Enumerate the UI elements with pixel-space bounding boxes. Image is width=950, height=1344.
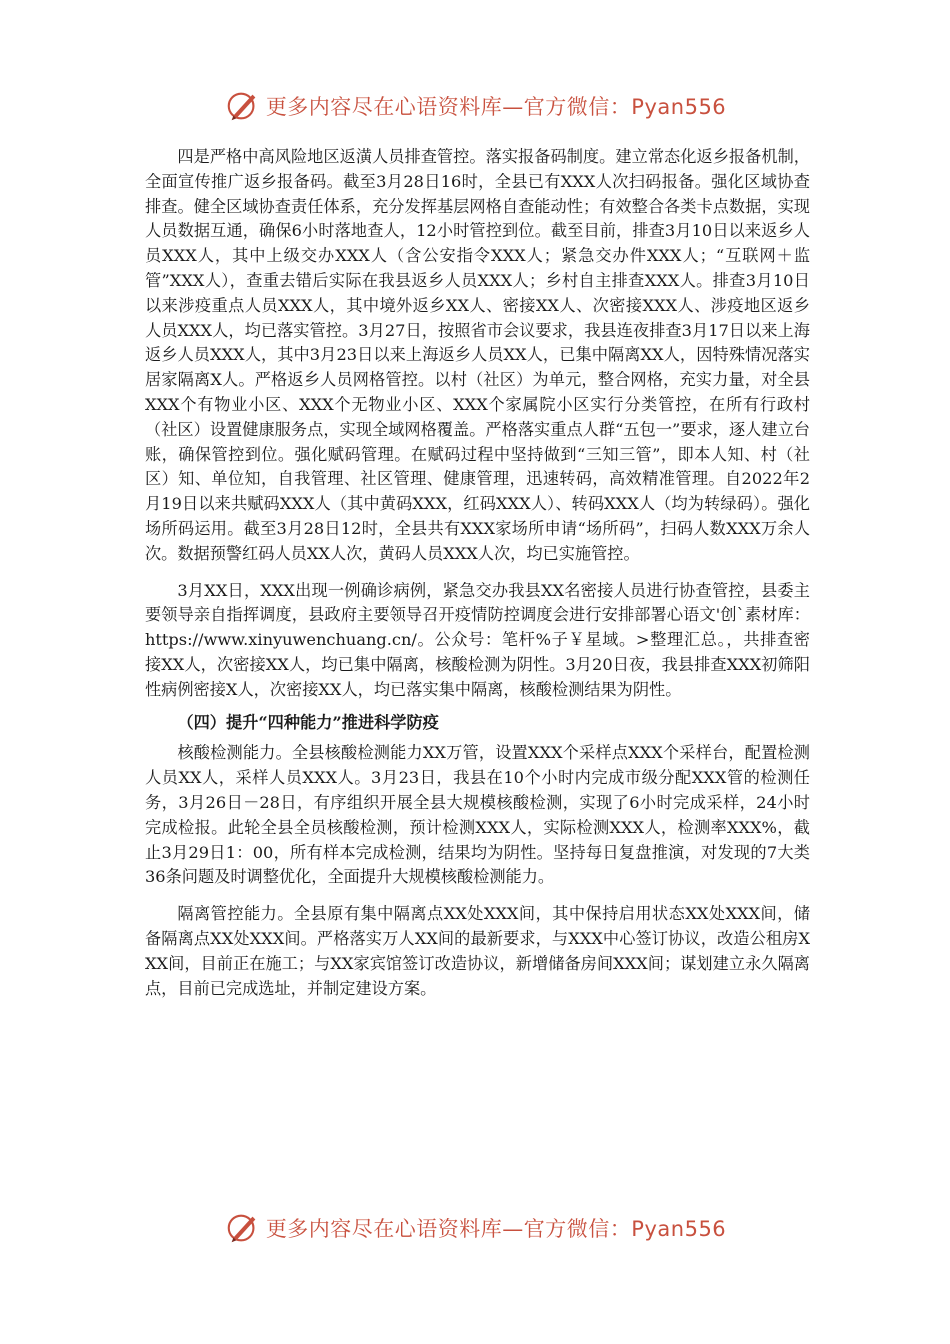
paragraph: 隔离管控能力。全县原有集中隔离点XX处XXX间，其中保持启用状态XX处XXX间，储备隔离点XX处XXX间。严格落实万人XX间的最新要求，与XXX中心签订协议，改造公租房XXX间，目前正在施工；与XX家宾馆签订改造协议，新增储备房间XXX间；谋划建立永久隔离点，目前已完成选址，并制定建设方案。 [145,904,810,998]
section-heading: （四）提升“四种能力”推进科学防疫 [177,712,439,732]
banner-text: 更多内容尽在心语资料库—官方微信：Pyan556 [265,1217,727,1241]
footer-banner [0,1208,950,1248]
paragraph: 核酸检测能力。全县核酸检测能力XX万管，设置XXX个采样点XXX个采样台，配置检测人员XX人，采样人员XXX人。3月23日，我县在10个小时内完成市级分配XXX管的检测任务，3月26日－28日，有序组织开展全县大规模核酸检测，实现了6小时完成采样，24小时完成检报。此轮全县全员核酸检测，预计检测XXX人，实际检测XXX人，检测率XXX%，截止3月29日1：00，所有样本完成检测，结果均为阴性。坚持每日复盘推演，对发现的7大类36条问题及时调整优化，全面提升大规模核酸检测能力。 [145,743,810,887]
pen-logo-icon [224,1209,262,1247]
header-banner [0,86,950,126]
document-body [145,145,810,1001]
paragraph: 四是严格中高风险地区返潢人员排查管控。落实报备码制度。建立常态化返乡报备机制，全面宣传推广返乡报备码。截至3月28日16时，全县已有XXX人次扫码报备。强化区域协查排查。健全区域协查责任体系，充分发挥基层网格自查能动性；有效整合各类卡点数据，实现人员数据互通，确保6小时落地查人，12小时管控到位。截至目前，排查3月10日以来返乡人员XXX人，其中上级交办XXX人（含公安指令XXX人；紧急交办件XXX人；“互联网＋监管”XXX人），查重去错后实际在我县返乡人员XXX人；乡村自主排查XXX人。排查3月10日以来涉疫重点人员XXX人，其中境外返乡XX人、密接XX人、次密接XXX人、涉疫地区返乡人员XXX人，均已落实管控。3月27日，按照省市会议要求，我县连夜排查3月17日以来上海返乡人员XXX人，其中3月23日以来上海返乡人员XX人，已集中隔离XX人，因特殊情况落实居家隔离X人。严格返乡人员网格管控。以村（社区）为单元，整合网格，充实力量，对全县XXX个有物业小区、XXX个无物业小区、XXX个家属院小区实行分类管控，在所有行政村（社区）设置健康服务点，实现全域网格覆盖。严格落实重点人群“五包一”要求，逐人建立台账，确保管控到位。强化赋码管理。在赋码过程中坚持做到“三知三管”，即本人知、村（社区）知、单位知，自我管理、社区管理、健康管理，迅速转码，高效精准管理。自2022年2月19日以来共赋码XXX人（其中黄码XXX，红码XXX人）、转码XXX人（均为转绿码）。强化场所码运用。截至3月28日12时，全县共有XXX家场所申请“场所码”，扫码人数XXX万余人次。数据预警红码人员XX人次，黄码人员XXX人次，均已实施管控。 [145,147,811,563]
banner-text: 更多内容尽在心语资料库—官方微信：Pyan556 [265,95,727,119]
pen-logo-icon [224,87,262,125]
paragraph: 3月XX日，XXX出现一例确诊病例，紧急交办我县XX名密接人员进行协查管控，县委主要领导亲自指挥调度，县政府主要领导召开疫情防控调度会进行安排部署心语文'创`素材库：https://www.xinyuwenchuang.cn/。公众号：笔杆%子￥星域。>整理汇总。，共排查密接XX人，次密接XX人，均已集中隔离，核酸检测为阴性。3月20日夜，我县排查XXX初筛阳性病例密接X人，次密接XX人，均已落实集中隔离，核酸检测结果为阴性。 [145,580,810,699]
